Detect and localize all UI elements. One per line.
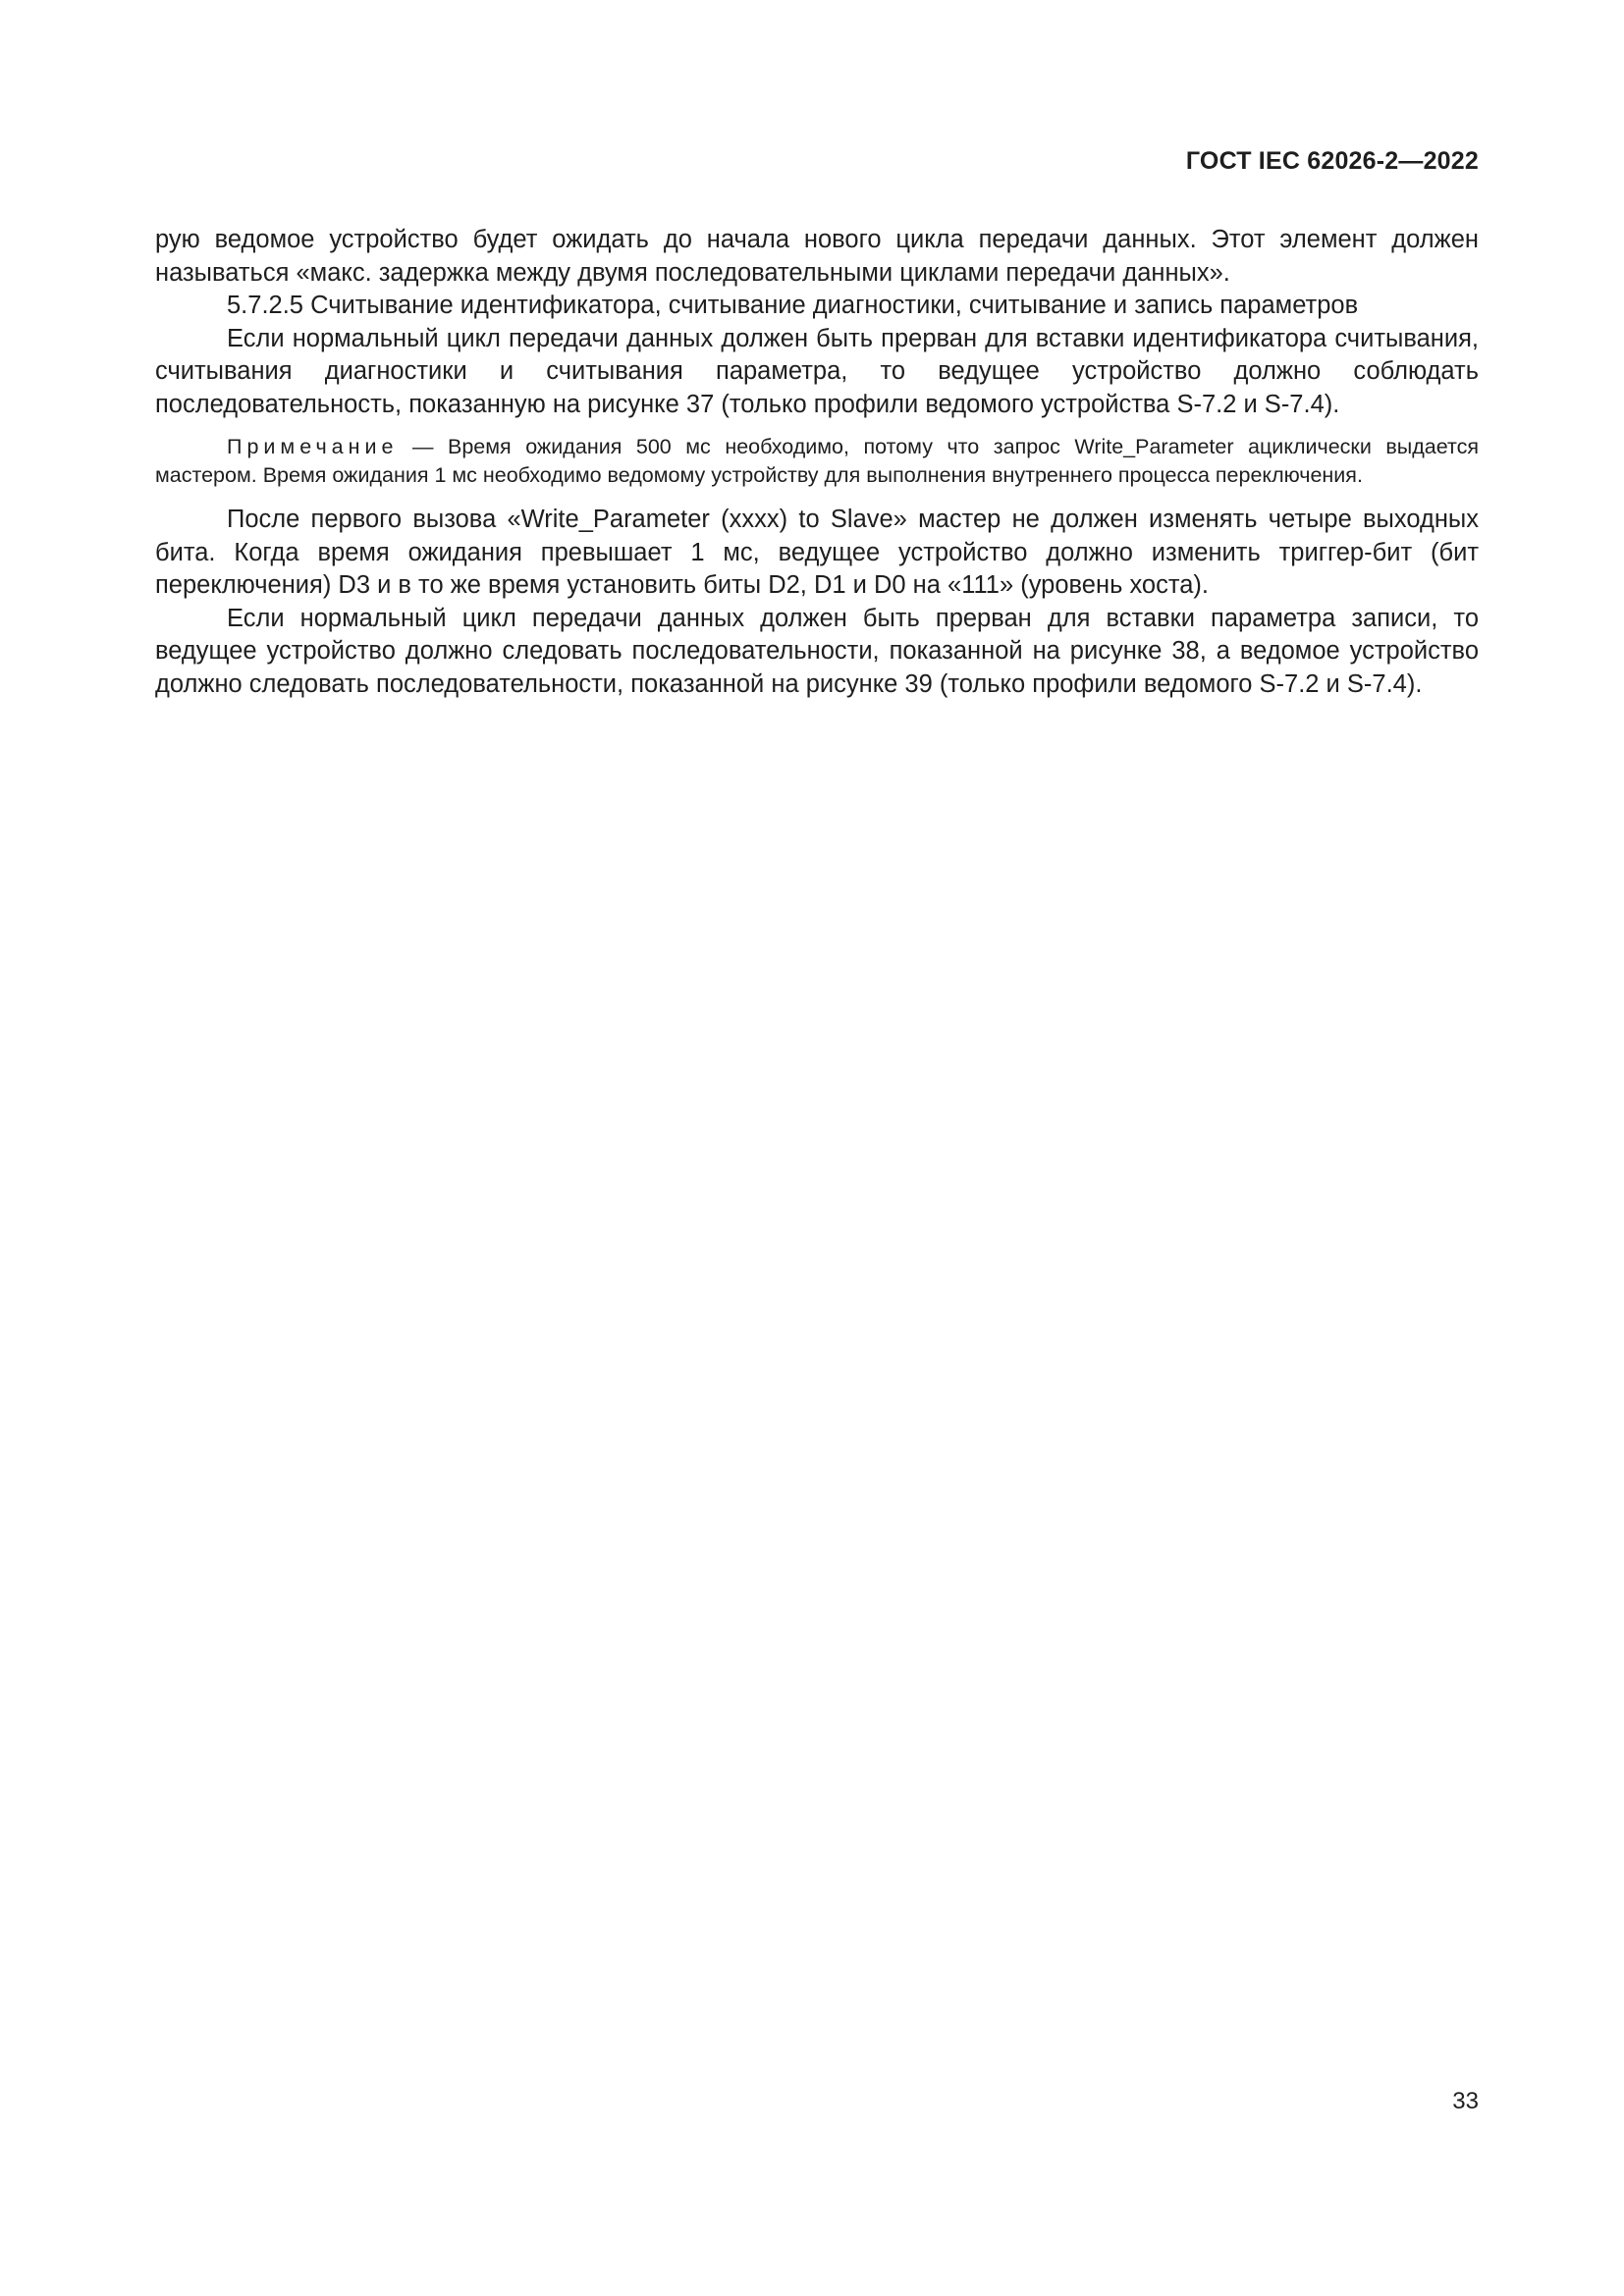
paragraph-continuation: рую ведомое устройство будет ожидать до начала нового цикла передачи данных. Этот элемент должен называться «макс. задержка между двумя последовательными циклами передачи данных». [155,226,1479,287]
page-number: 33 [1452,2088,1479,2114]
note [155,433,1479,490]
document-header: ГОСТ IEC 62026-2—2022 [1185,147,1479,175]
note-label: Примечание [227,435,399,458]
document-body [155,224,1479,701]
note-text: — Время ожидания 500 мс необходимо, потому что запрос Write_Parameter ациклически выдается мастером. Время ожидания 1 мс необходимо ведомому устройству для выполнения внутреннего процесса переключения. [155,435,1479,487]
paragraph-write-parameter: После первого вызова «Write_Parameter (xxxx) to Slave» мастер не должен изменять четыре выходных бита. Когда время ожидания превышает 1 мс, ведущее устройство должно изменить триггер-бит (бит переключения) D3 и в то же время установить биты D2, D1 и D0 на «111» (уровень хоста). [155,506,1479,599]
section-heading: 5.7.2.5 Считывание идентификатора, считывание диагностики, считывание и запись параметров [227,292,1359,319]
paragraph-read-sequence: Если нормальный цикл передачи данных должен быть прерван для вставки идентификатора считывания, считывания диагностики и считывания параметра, то ведущее устройство должно соблюдать последовательность, показанную на рисунке 37 (только профили ведомого устройства S-7.2 и S-7.4). [155,324,1479,418]
paragraph-write-sequence: Если нормальный цикл передачи данных должен быть прерван для вставки параметра записи, то ведущее устройство должно следовать последовательности, показанной на рисунке 38, а ведомое устройство должно следовать последовательности, показанной на рисунке 39 (только профили ведомого S-7.2 и S-7.4). [155,604,1479,698]
